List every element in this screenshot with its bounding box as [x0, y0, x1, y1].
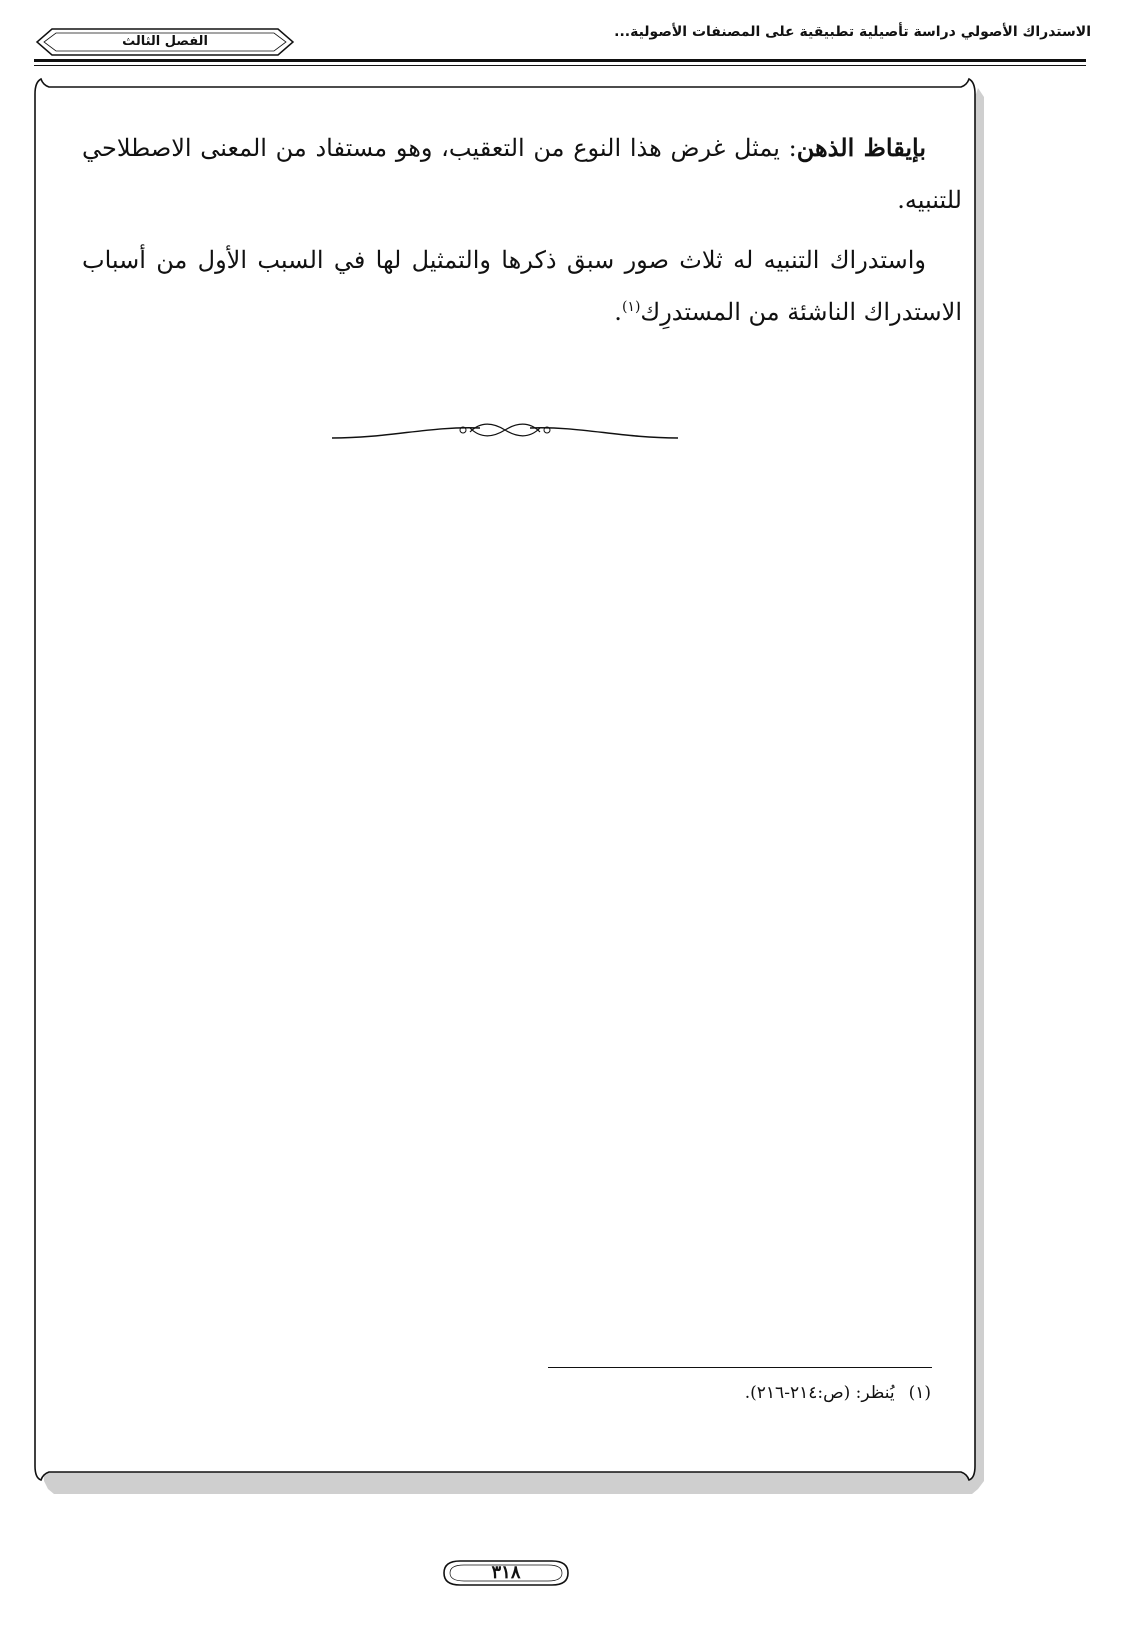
footnote-reference[interactable]: (١)	[621, 299, 641, 315]
section-ornament	[330, 418, 680, 448]
paragraph-2-end: .	[614, 298, 622, 326]
footnote	[745, 1383, 931, 1403]
paragraph-1-text: : يمثل غرض هذا النوع من التعقيب، وهو مستفاد من المعنى الاصطلاحي للتنبيه.	[82, 134, 962, 214]
page-number-badge	[440, 1555, 572, 1591]
paragraph-1	[82, 122, 962, 226]
footnote-text: يُنظر: (ص:٢١٤-٢١٦).	[744, 1383, 895, 1403]
defined-term: بإيقاظ الذهن	[796, 133, 927, 162]
header-rule-thick	[34, 59, 1086, 62]
paragraph-2	[82, 234, 962, 338]
header-rule-thin	[34, 65, 1086, 66]
paragraph-2-text: واستدراك التنبيه له ثلاث صور سبق ذكرها والتمثيل لها في السبب الأول من أسباب الاستدراك الناشئة من المستدرِك	[82, 246, 962, 326]
footnote-number: (١)	[908, 1383, 931, 1403]
chapter-label: الفصل الثالث	[122, 34, 208, 49]
running-header-title: الاستدراك الأصولي دراسة تأصيلية تطبيقية على المصنفات الأصولية...	[614, 24, 1091, 40]
page-number: ٣١٨	[491, 1562, 521, 1583]
footnote-separator	[548, 1367, 932, 1368]
body-text	[82, 122, 962, 338]
chapter-tab	[34, 26, 296, 58]
